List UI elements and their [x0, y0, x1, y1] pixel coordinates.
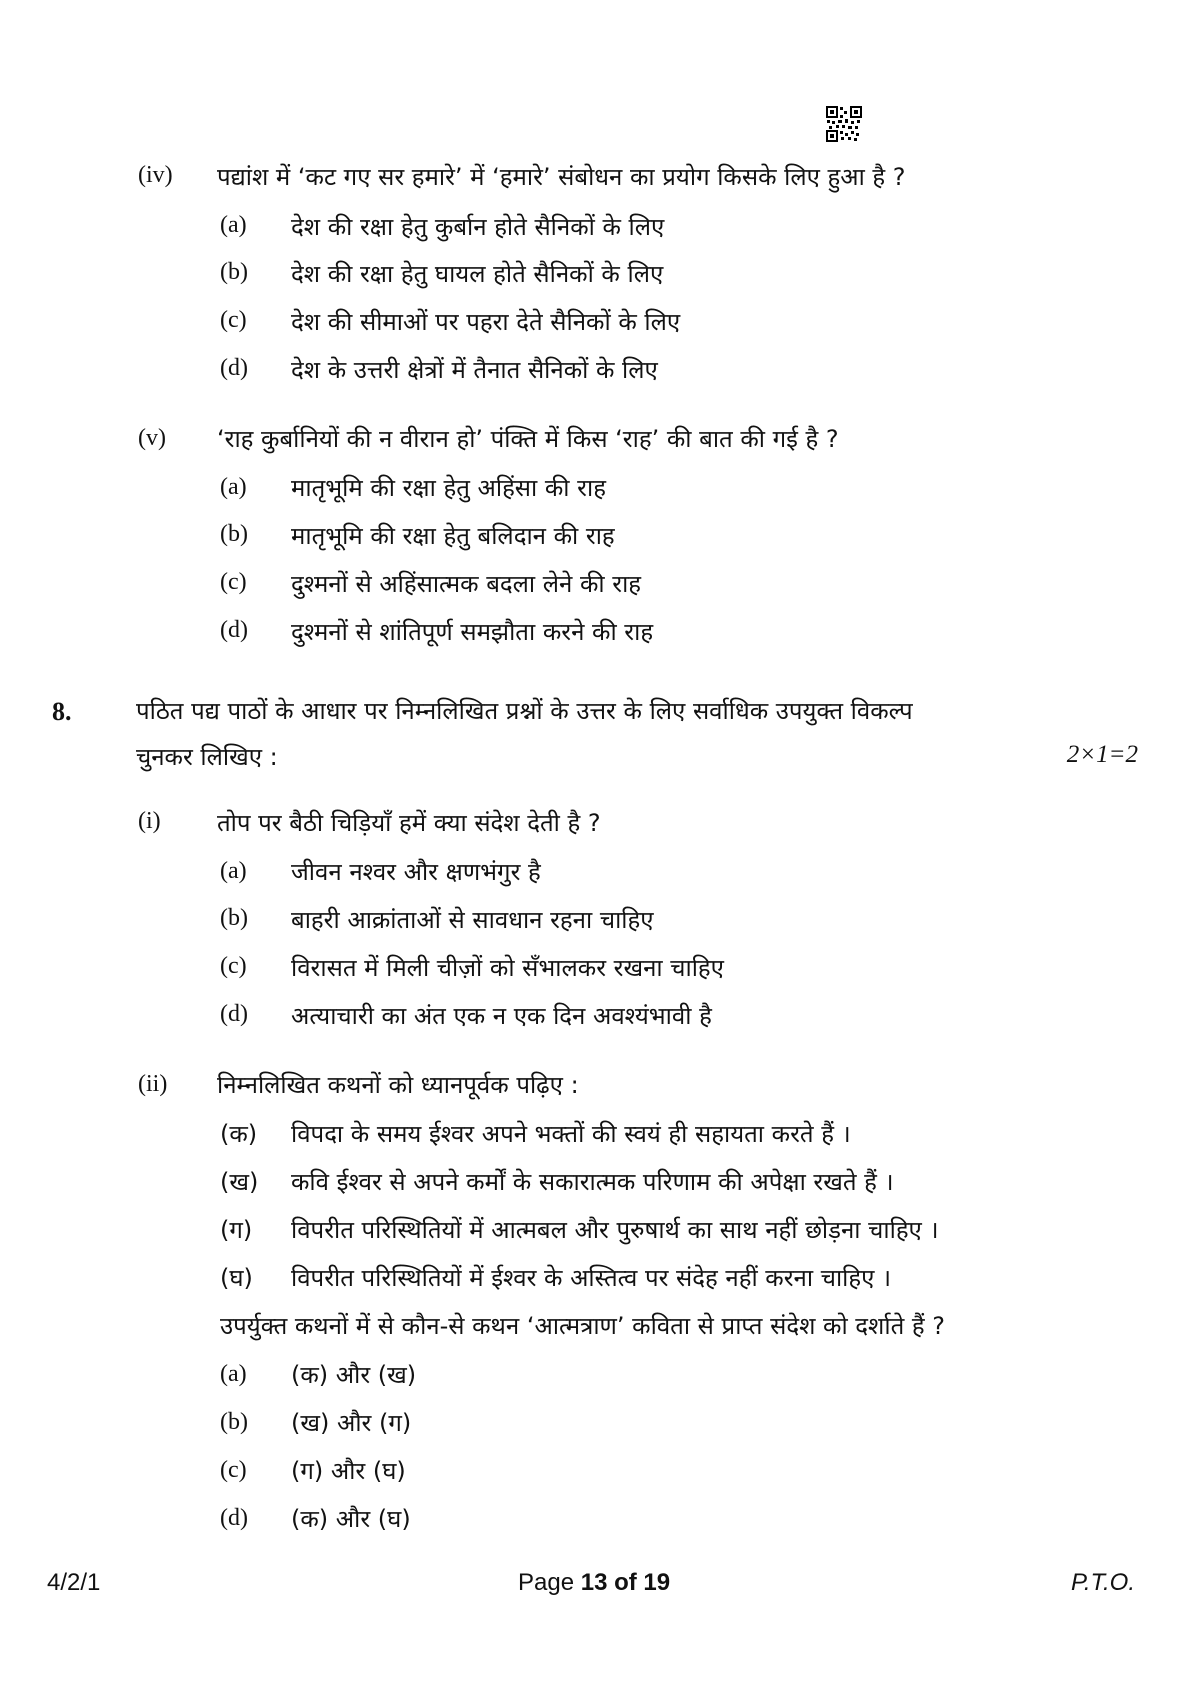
question-text: पद्यांश में ‘कट गए सर हमारे’ में ‘हमारे’ संबोधन का प्रयोग किसके लिए हुआ है ?	[217, 163, 906, 191]
option-text: विरासत में मिली चीज़ों को सँभालकर रखना चाहिए	[291, 954, 724, 982]
sub-question-number: (i)	[138, 808, 161, 834]
option-label: (b)	[220, 1409, 248, 1435]
option-text: बाहरी आक्रांताओं से सावधान रहना चाहिए	[291, 906, 654, 934]
option-text: देश के उत्तरी क्षेत्रों में तैनात सैनिकों के लिए	[291, 356, 658, 384]
qr-code-icon	[826, 106, 862, 142]
statement-label: (ग)	[220, 1216, 253, 1244]
page-current: 13	[580, 1569, 608, 1596]
option-label: (c)	[220, 953, 247, 979]
question-text: निम्नलिखित कथनों को ध्यानपूर्वक पढ़िए :	[217, 1071, 579, 1099]
option-label: (b)	[220, 905, 248, 931]
option-label: (c)	[220, 1457, 247, 1483]
option-text: दुश्मनों से शांतिपूर्ण समझौता करने की राह	[291, 618, 654, 646]
option-text: (ख) और (ग)	[291, 1409, 412, 1437]
question-instruction-continued: चुनकर लिखिए :	[136, 743, 278, 771]
marks-allocation: 2×1=2	[1066, 741, 1138, 768]
statement-prompt: उपर्युक्त कथनों में से कौन-से कथन ‘आत्मत्राण’ कविता से प्राप्त संदेश को दर्शाते हैं ?	[220, 1312, 946, 1340]
sub-question-number: (v)	[138, 425, 166, 451]
statement-text: विपरीत परिस्थितियों में ईश्वर के अस्तित्व पर संदेह नहीं करना चाहिए ।	[291, 1264, 892, 1292]
question-text: तोप पर बैठी चिड़ियाँ हमें क्या संदेश देती है ?	[217, 809, 601, 837]
option-text: मातृभूमि की रक्षा हेतु बलिदान की राह	[291, 522, 615, 550]
question-instruction: पठित पद्य पाठों के आधार पर निम्नलिखित प्रश्नों के उत्तर के लिए सर्वाधिक उपयुक्त विकल्प	[136, 697, 913, 725]
option-text: (क) और (ख)	[291, 1361, 417, 1389]
option-label: (b)	[220, 259, 248, 285]
option-text: देश की रक्षा हेतु कुर्बान होते सैनिकों के लिए	[291, 213, 665, 241]
statement-text: विपदा के समय ईश्वर अपने भक्तों की स्वयं ही सहायता करते हैं ।	[291, 1120, 851, 1148]
page-prefix: Page	[518, 1569, 581, 1596]
option-text: (क) और (घ)	[291, 1505, 411, 1533]
statement-label: (घ)	[220, 1264, 253, 1292]
option-label: (c)	[220, 569, 247, 595]
sub-question-number: (iv)	[138, 162, 173, 188]
page-of: of	[607, 1569, 644, 1596]
statement-text: विपरीत परिस्थितियों में आत्मबल और पुरुषार्थ का साथ नहीं छोड़ना चाहिए ।	[291, 1216, 939, 1244]
page-total: 19	[643, 1569, 671, 1596]
option-label: (b)	[220, 521, 248, 547]
option-text: (ग) और (घ)	[291, 1457, 406, 1485]
option-label: (d)	[220, 1505, 248, 1531]
statement-label: (ख)	[220, 1168, 259, 1196]
option-label: (a)	[220, 858, 247, 884]
paper-code: 4/2/1	[47, 1569, 101, 1596]
option-label: (a)	[220, 212, 247, 238]
option-text: देश की रक्षा हेतु घायल होते सैनिकों के लिए	[291, 260, 664, 288]
question-number: 8.	[52, 697, 72, 726]
question-text: ‘राह कुर्बानियों की न वीरान हो’ पंक्ति में किस ‘राह’ की बात की गई है ?	[217, 425, 839, 453]
option-text: दुश्मनों से अहिंसात्मक बदला लेने की राह	[291, 570, 642, 598]
statement-label: (क)	[220, 1120, 258, 1148]
option-label: (d)	[220, 355, 248, 381]
option-text: अत्याचारी का अंत एक न एक दिन अवश्यंभावी है	[291, 1002, 712, 1030]
option-text: जीवन नश्वर और क्षणभंगुर है	[291, 858, 541, 886]
option-label: (c)	[220, 307, 247, 333]
option-label: (a)	[220, 474, 247, 500]
page-number	[518, 1568, 670, 1598]
statement-text: कवि ईश्वर से अपने कर्मों के सकारात्मक परिणाम की अपेक्षा रखते हैं ।	[291, 1168, 894, 1196]
option-text: मातृभूमि की रक्षा हेतु अहिंसा की राह	[291, 474, 606, 502]
option-text: देश की सीमाओं पर पहरा देते सैनिकों के लिए	[291, 308, 681, 336]
option-label: (d)	[220, 1001, 248, 1027]
sub-question-number: (ii)	[138, 1071, 168, 1097]
please-turn-over: P.T.O.	[1070, 1569, 1135, 1596]
option-label: (d)	[220, 617, 248, 643]
option-label: (a)	[220, 1361, 247, 1387]
